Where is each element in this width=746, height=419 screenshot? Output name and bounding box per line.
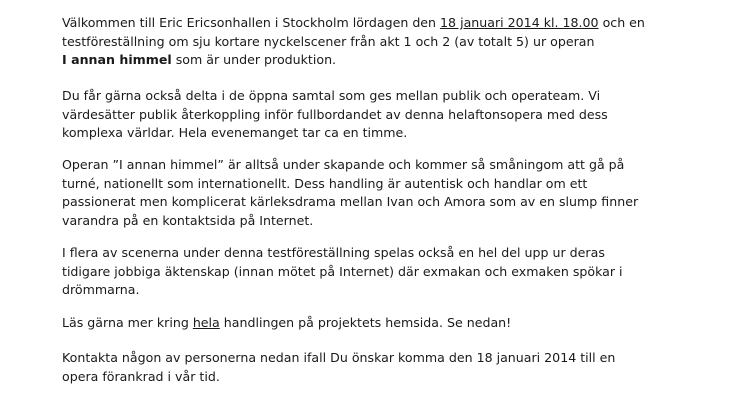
scenes-line-1: I flera av scenerna under denna testföreställning spelas också en hel del upp ur deras [62, 245, 605, 260]
intro-text-end: som är under produktion. [171, 52, 337, 67]
story-line-3: passionerat men komplicerat kärleksdrama mellan Ivan och Amora som av en slump finner [62, 194, 639, 209]
story-line-2: turné, nationellt som internationellt. Dess handling är autentisk och handlar om ett [62, 175, 588, 191]
contact-line-2: opera förankrad i vår tid. [62, 368, 220, 384]
event-date: 18 januari 2014 kl. 18.00 [440, 15, 599, 30]
scenes-paragraph [62, 244, 623, 300]
dialogue-line-3: komplexa världar. Hela evenemanget tar ca en timme. [62, 125, 408, 140]
intro-text-cont: och en [598, 15, 645, 30]
more-text-end: handlingen på projektets hemsida. Se nedan! [219, 315, 512, 330]
dialogue-line-1: Du får gärna också delta i de öppna samtal som ges mellan publik och operateam. Vi [62, 88, 601, 103]
more-text: Läs gärna mer kring [62, 315, 193, 330]
story-paragraph [62, 156, 638, 230]
opera-title: I annan himmel [62, 52, 172, 67]
hela-link[interactable]: hela [192, 315, 220, 330]
intro-line-1 [62, 14, 645, 33]
more-paragraph [62, 314, 511, 333]
scenes-line-2: tidigare jobbiga äktenskap (innan mötet på Internet) där exmakan och exmaken spökar i [62, 263, 623, 279]
contact-line-1: Kontakta någon av personerna nedan ifall Du önskar komma den 18 januari 2014 till en [62, 350, 616, 365]
more-line-1 [62, 314, 511, 333]
scenes-line-3: drömmarna. [62, 282, 140, 297]
intro-line-2: testföreställning om sju kortare nyckelscener från akt 1 och 2 (av totalt 5) ur operan [62, 33, 595, 49]
dialogue-paragraph [62, 87, 608, 143]
intro-text: Välkommen till Eric Ericsonhallen i Stockholm lördagen den [62, 15, 441, 30]
story-line-4: varandra på en kontaktsida på Internet. [62, 212, 314, 228]
intro-paragraph [62, 14, 645, 70]
intro-line-3 [62, 51, 645, 70]
contact-paragraph [62, 349, 615, 386]
dialogue-line-2: värdesätter publik återkoppling inför fullbordandet av denna helaftonsopera med dess [62, 106, 608, 122]
story-line-1: Operan ”I annan himmel” är alltså under skapande och kommer så småningom att gå på [62, 157, 625, 172]
